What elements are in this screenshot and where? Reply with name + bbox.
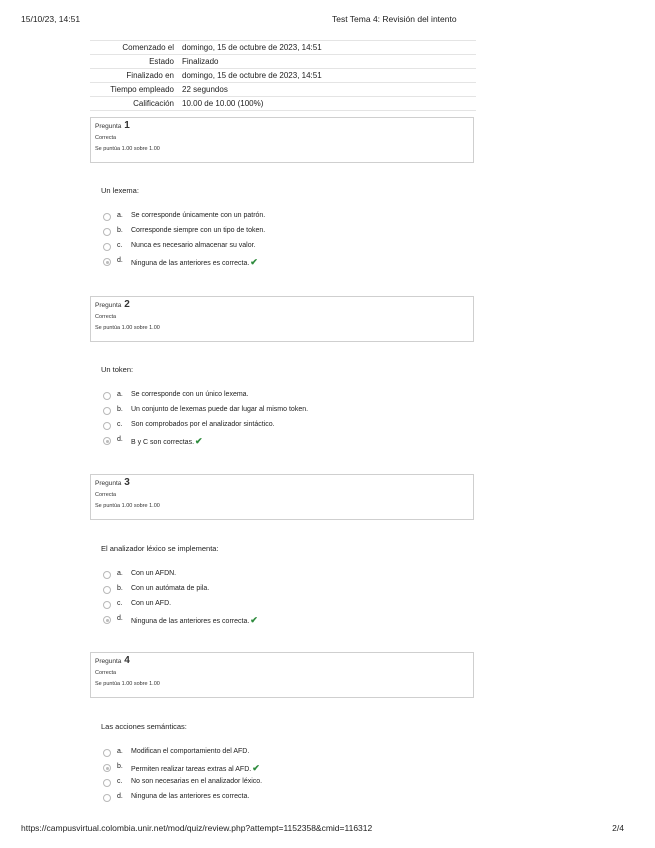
question-grade: Se puntúa 1.00 sobre 1.00 [95, 503, 160, 509]
answer-letter: d. [117, 615, 123, 622]
answer-text: Con un AFDN. [131, 570, 177, 577]
summary-row [90, 55, 476, 69]
question-status: Correcta [95, 670, 117, 676]
question-label: Pregunta [95, 123, 122, 130]
question-grade: Se puntúa 1.00 sobre 1.00 [95, 325, 160, 331]
answer-letter: d. [117, 436, 123, 443]
page-url[interactable]: https://campusvirtual.colombia.unir.net/mod/quiz/review.php?attempt=1152358&cmid=116312 [21, 823, 373, 833]
question-label: Pregunta [95, 480, 122, 487]
answer-letter: a. [117, 570, 123, 577]
question-label: Pregunta [95, 302, 122, 309]
answer-letter: d. [117, 257, 123, 264]
question-number: 2 [124, 299, 130, 310]
summary-label: Estado [90, 55, 178, 69]
question-info-box [90, 652, 474, 698]
answer-letter: b. [117, 585, 123, 592]
answer-letter: b. [117, 406, 123, 413]
summary-value: 10.00 de 10.00 (100%) [178, 97, 476, 111]
radio-icon[interactable] [103, 422, 111, 430]
answer-text: Ninguna de las anteriores es correcta. [131, 793, 250, 800]
radio-icon[interactable] [103, 437, 111, 445]
summary-value: Finalizado [178, 55, 476, 69]
question-info-box [90, 296, 474, 342]
answer-letter: a. [117, 748, 123, 755]
print-page-title: Test Tema 4: Revisión del intento [332, 14, 457, 24]
answer-text: No son necesarias en el analizador léxico. [131, 778, 263, 785]
check-icon: ✔ [195, 436, 203, 446]
question-label: Pregunta [95, 658, 122, 665]
question-grade: Se puntúa 1.00 sobre 1.00 [95, 146, 160, 152]
summary-row [90, 41, 476, 55]
check-icon: ✔ [252, 763, 260, 773]
summary-label: Finalizado en [90, 69, 178, 83]
answer-text: Son comprobados por el analizador sintáctico. [131, 421, 275, 428]
answer-letter: c. [117, 242, 123, 249]
answer-text: Con un AFD. [131, 600, 172, 607]
answer-letter: c. [117, 778, 123, 785]
radio-icon[interactable] [103, 764, 111, 772]
summary-value: 22 segundos [178, 83, 476, 97]
radio-icon[interactable] [103, 392, 111, 400]
radio-icon[interactable] [103, 228, 111, 236]
question-text: El analizador léxico se implementa: [101, 544, 219, 553]
question-info-box [90, 117, 474, 163]
question-number: 3 [124, 477, 130, 488]
print-datetime: 15/10/23, 14:51 [21, 14, 81, 24]
answer-text: Se corresponde con un único lexema. [131, 391, 249, 398]
answer-text: Permiten realizar tareas extras al AFD. [131, 766, 252, 773]
answer-text: Ninguna de las anteriores es correcta. [131, 260, 250, 267]
question-status: Correcta [95, 492, 117, 498]
answer-letter: b. [117, 227, 123, 234]
page-number: 2/4 [612, 823, 624, 833]
answer-text: Un conjunto de lexemas puede dar lugar al mismo token. [131, 406, 309, 413]
question-number: 1 [124, 120, 130, 131]
answer-letter: a. [117, 391, 123, 398]
answer-text: Ninguna de las anteriores es correcta. [131, 618, 250, 625]
question-text: Un lexema: [101, 186, 139, 195]
summary-value: domingo, 15 de octubre de 2023, 14:51 [178, 41, 476, 55]
question-info-box [90, 474, 474, 520]
answer-letter: b. [117, 763, 123, 770]
answer-text: Corresponde siempre con un tipo de token. [131, 227, 266, 234]
radio-icon[interactable] [103, 571, 111, 579]
question-number: 4 [124, 655, 130, 666]
print-header [21, 14, 634, 28]
answer-text: Con un autómata de pila. [131, 585, 210, 592]
radio-icon[interactable] [103, 407, 111, 415]
answer-letter: c. [117, 421, 123, 428]
answer-text: Nunca es necesario almacenar su valor. [131, 242, 256, 249]
summary-label: Calificación [90, 97, 178, 111]
answer-letter: c. [117, 600, 123, 607]
radio-icon[interactable] [103, 749, 111, 757]
radio-icon[interactable] [103, 258, 111, 266]
summary-value: domingo, 15 de octubre de 2023, 14:51 [178, 69, 476, 83]
question-status: Correcta [95, 314, 117, 320]
answer-letter: d. [117, 793, 123, 800]
summary-row [90, 83, 476, 97]
radio-icon[interactable] [103, 213, 111, 221]
check-icon: ✔ [250, 615, 258, 625]
print-footer [21, 823, 634, 837]
answer-text: Se corresponde únicamente con un patrón. [131, 212, 266, 219]
radio-icon[interactable] [103, 243, 111, 251]
radio-icon[interactable] [103, 586, 111, 594]
summary-label: Tiempo empleado [90, 83, 178, 97]
attempt-summary-table [90, 40, 476, 111]
radio-icon[interactable] [103, 779, 111, 787]
answer-letter: a. [117, 212, 123, 219]
question-text: Las acciones semánticas: [101, 722, 187, 731]
radio-icon[interactable] [103, 794, 111, 802]
question-status: Correcta [95, 135, 117, 141]
summary-row [90, 69, 476, 83]
answer-text: B y C son correctas. [131, 439, 195, 446]
question-grade: Se puntúa 1.00 sobre 1.00 [95, 681, 160, 687]
radio-icon[interactable] [103, 601, 111, 609]
summary-label: Comenzado el [90, 41, 178, 55]
check-icon: ✔ [250, 257, 258, 267]
summary-row [90, 97, 476, 111]
answer-text: Modifican el comportamiento del AFD. [131, 748, 250, 755]
radio-icon[interactable] [103, 616, 111, 624]
question-text: Un token: [101, 365, 134, 374]
